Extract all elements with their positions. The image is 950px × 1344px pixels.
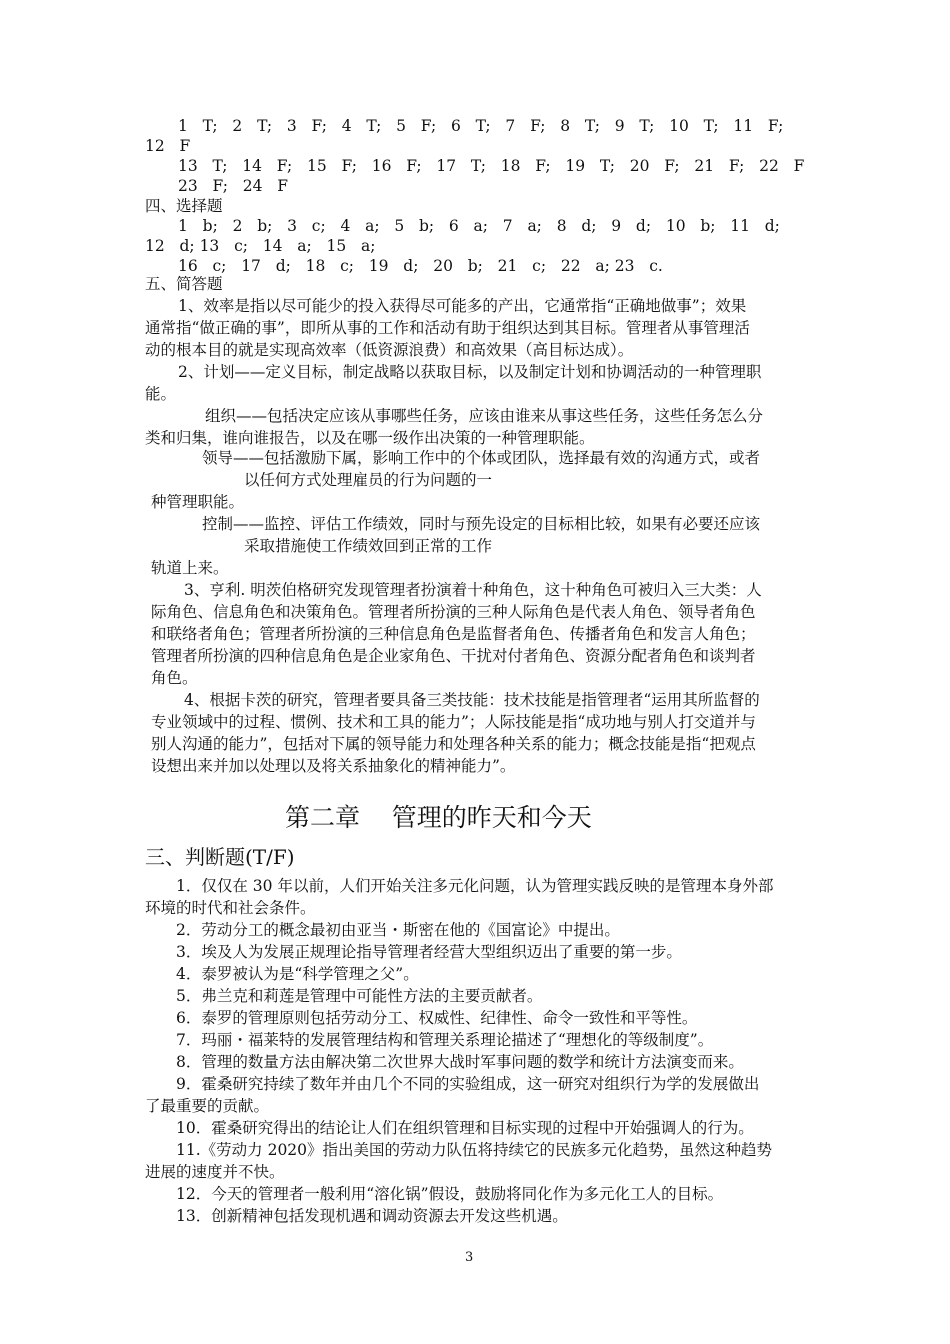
answer-1-line-2: 通常指“做正确的事”，即所从事的工作和活动有助于组织达到其目标。管理者从事管理活	[145, 319, 750, 337]
chapter-title: 第二章 管理的昨天和今天	[285, 803, 592, 832]
answer-3-line-2: 际角色、信息角色和决策角色。管理者所扮演的三种人际角色是代表人角色、领导者角色	[151, 603, 756, 621]
answer-1-line-1: 1、效率是指以尽可能少的投入获得尽可能多的产出，它通常指“正确地做事”；效果	[178, 297, 747, 315]
tf-question-9-line-1: 9．霍桑研究持续了数年并由几个不同的实验组成，这一研究对组织行为学的发展做出	[176, 1075, 760, 1093]
answer-2-lead-line-2: 以任何方式处理雇员的行为问题的一	[244, 471, 493, 489]
tf-question-8: 8．管理的数量方法由解决第二次世界大战时军事问题的数学和统计方法演变而来。	[176, 1053, 744, 1071]
tf-answers-line-4: 23 F; 24 F	[178, 177, 288, 195]
tf-question-6: 6．泰罗的管理原则包括劳动分工、权威性、纪律性、命令一致性和平等性。	[176, 1009, 698, 1027]
tf-answers-line-1: 1 T; 2 T; 3 F; 4 T; 5 F; 6 T; 7 F; 8 T; 9 T; 10 T; 11 F;	[178, 117, 784, 135]
section-4-heading: 四、选择题	[145, 197, 223, 215]
tf-question-10: 10．霍桑研究得出的结论让人们在组织管理和目标实现的过程中开始强调人的行为。	[176, 1119, 754, 1137]
choice-answers-line-3: 16 c; 17 d; 18 c; 19 d; 20 b; 21 c; 22 a; 23 c.	[178, 257, 663, 275]
tf-answers-line-3: 13 T; 14 F; 15 F; 16 F; 17 T; 18 F; 19 T; 20 F; 21 F; 22 F	[178, 157, 805, 175]
answer-3-line-3: 和联络者角色；管理者所扮演的三种信息角色是监督者角色、传播者角色和发言人角色；	[151, 625, 756, 643]
answer-2-organize-line-2: 类和归集，谁向谁报告，以及在哪一级作出决策的一种管理职能。	[145, 429, 595, 447]
answer-2-control-line-2: 采取措施使工作绩效回到正常的工作	[244, 537, 493, 555]
tf-question-13: 13．创新精神包括发现机遇和调动资源去开发这些机遇。	[176, 1207, 568, 1225]
answer-4-line-3: 别人沟通的能力”，包括对下属的领导能力和处理各种关系的能力；概念技能是指“把观点	[151, 735, 756, 753]
answer-3-line-5: 角色。	[151, 669, 198, 687]
answer-4-line-4: 设想出来并加以处理以及将关系抽象化的精神能力”。	[151, 757, 516, 775]
answer-2-line-2: 能。	[145, 385, 177, 403]
answer-2-lead-line-3: 种管理职能。	[151, 493, 245, 511]
choice-answers-line-2: 12 d; 13 c; 14 a; 15 a;	[145, 237, 376, 255]
answer-2-lead-line-1: 领导——包括激励下属，影响工作中的个体或团队，选择最有效的沟通方式，或者	[202, 449, 761, 467]
tf-answers-line-2: 12 F	[145, 137, 191, 155]
answer-4-line-1: 4、根据卡茨的研究，管理者要具备三类技能：技术技能是指管理者“运用其所监督的	[184, 691, 760, 709]
answer-1-line-3: 动的根本目的就是实现高效率（低资源浪费）和高效果（高目标达成）。	[145, 341, 634, 359]
section-5-heading: 五、简答题	[145, 275, 223, 293]
tf-question-3: 3．埃及人为发展正规理论指导管理者经营大型组织迈出了重要的第一步。	[176, 943, 682, 961]
page-number: 3	[465, 1250, 474, 1265]
tf-question-1-line-1: 1．仅仅在 30 年以前，人们开始关注多元化问题，认为管理实践反映的是管理本身外部	[176, 877, 774, 895]
tf-question-1-line-2: 环境的时代和社会条件。	[145, 899, 316, 917]
answer-2-line-1: 2、计划——定义目标，制定战略以获取目标，以及制定计划和协调活动的一种管理职	[178, 363, 762, 381]
section-3-heading: 三、判断题(T/F)	[145, 845, 295, 869]
tf-question-4: 4．泰罗被认为是“科学管理之父”。	[176, 965, 419, 983]
answer-4-line-2: 专业领域中的过程、惯例、技术和工具的能力”；人际技能是指“成功地与别人打交道并与	[151, 713, 756, 731]
tf-question-2: 2．劳动分工的概念最初由亚当・斯密在他的《国富论》中提出。	[176, 921, 620, 939]
choice-answers-line-1: 1 b; 2 b; 3 c; 4 a; 5 b; 6 a; 7 a; 8 d; 9 d; 10 b; 11 d;	[178, 217, 780, 235]
tf-question-5: 5．弗兰克和莉莲是管理中可能性方法的主要贡献者。	[176, 987, 543, 1005]
answer-3-line-4: 管理者所扮演的四种信息角色是企业家角色、干扰对付者角色、资源分配者角色和谈判者	[151, 647, 756, 665]
answer-3-line-1: 3、亨利. 明茨伯格研究发现管理者扮演着十种角色，这十种角色可被归入三大类：人	[184, 581, 762, 599]
tf-question-11-line-1: 11.《劳动力 2020》指出美国的劳动力队伍将持续它的民族多元化趋势，虽然这种趋势	[176, 1141, 773, 1159]
answer-2-control-line-1: 控制——监控、评估工作绩效，同时与预先设定的目标相比较，如果有必要还应该	[202, 515, 761, 533]
tf-question-7: 7．玛丽・福莱特的发展管理结构和管理关系理论描述了“理想化的等级制度”。	[176, 1031, 714, 1049]
answer-2-control-line-3: 轨道上来。	[151, 559, 229, 577]
tf-question-12: 12．今天的管理者一般利用“溶化锅”假设，鼓励将同化作为多元化工人的目标。	[176, 1185, 724, 1203]
answer-2-organize-line-1: 组织——包括决定应该从事哪些任务，应该由谁来从事这些任务，这些任务怎么分	[205, 407, 764, 425]
tf-question-11-line-2: 进展的速度并不快。	[145, 1163, 285, 1181]
tf-question-9-line-2: 了最重要的贡献。	[145, 1097, 270, 1115]
